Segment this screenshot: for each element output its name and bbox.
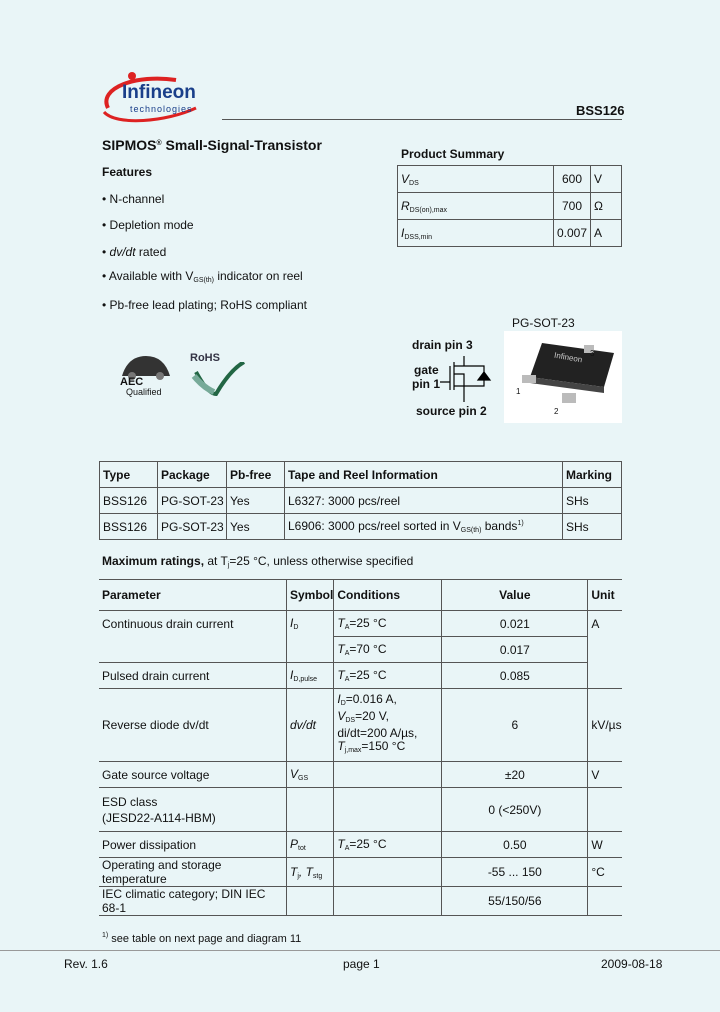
table-row: $I_{DSS,min}$ 0.007 A bbox=[398, 220, 622, 247]
pin1-label: pin 1 bbox=[412, 377, 441, 391]
table-row: $V_{DS}$ 600 V bbox=[398, 166, 622, 193]
logo-brand: Infineon bbox=[122, 82, 196, 103]
table-row: Pulsed drain current $I_{D,pulse}$ $T_A=25$ °C 0.085 bbox=[99, 663, 622, 689]
table-row: $T_A=70$ °C 0.017 bbox=[99, 637, 622, 663]
rohs-badge bbox=[190, 352, 246, 398]
aec-label: AEC bbox=[120, 376, 144, 388]
max-ratings-heading: Maximum ratings, at $T_j=25$ °C, unless otherwise specified bbox=[102, 554, 414, 569]
rohs-label: RoHS bbox=[190, 352, 220, 364]
header-rule bbox=[222, 119, 622, 120]
pin-1-marker: 1 bbox=[516, 387, 521, 396]
table-header-row: Type Package Pb-free Tape and Reel Information Marking bbox=[100, 462, 622, 488]
footnote: $^{1)}$ see table on next page and diagram 11 bbox=[102, 932, 302, 945]
feature-item: • N-channel bbox=[102, 192, 165, 206]
summary-heading: Product Summary bbox=[401, 147, 505, 161]
table-row: IEC climatic category; DIN IEC 68-1 55/150/56 bbox=[99, 887, 622, 916]
sot23-chip-icon bbox=[504, 331, 622, 423]
feature-item: • Depletion mode bbox=[102, 218, 194, 232]
infineon-logo bbox=[96, 68, 206, 126]
source-label: source pin 2 bbox=[416, 404, 487, 418]
table-row: BSS126 PG-SOT-23 Yes L6327: 3000 pcs/reel SHs bbox=[100, 488, 622, 514]
ordering-table bbox=[99, 461, 622, 540]
package-label: PG-SOT-23 bbox=[512, 316, 575, 330]
table-row: Reverse diode dv/dt dv/dt $I_D=0.016$ A, $V_{DS}=20$ V, di/dt=200 A/µs, $T_{j,max}=150$ °C 6 kV/µs bbox=[99, 689, 622, 762]
footer-page: page 1 bbox=[343, 957, 380, 971]
title-reg: ® bbox=[156, 140, 162, 147]
table-row: $R_{DS(on),max}$ 700 Ω bbox=[398, 193, 622, 220]
feature-item: • Pb-free lead plating; RoHS compliant bbox=[102, 298, 307, 312]
feature-item: • dv/dt rated bbox=[102, 245, 167, 259]
footer-rev: Rev. 1.6 bbox=[64, 957, 108, 971]
pinout-symbol bbox=[410, 336, 502, 422]
footer-rule bbox=[0, 950, 720, 951]
footer-date: 2009-08-18 bbox=[601, 957, 663, 971]
package-image bbox=[504, 331, 622, 423]
table-header-row: Parameter Symbol Conditions Value Unit bbox=[99, 580, 622, 611]
title-main: SIPMOS bbox=[102, 137, 157, 153]
logo-sub: technologies bbox=[130, 104, 193, 114]
table-row: Operating and storage temperature $T_j$, $T_{stg}$ -55 ... 150 °C bbox=[99, 858, 622, 887]
table-row: Continuous drain current $I_D$ $T_A=25$ °C 0.021 A bbox=[99, 611, 622, 637]
mosfet-symbol-icon bbox=[440, 352, 496, 406]
features-heading: Features bbox=[102, 165, 153, 179]
table-row: Power dissipation $P_{tot}$ $T_A=25$ °C 0.50 W bbox=[99, 832, 622, 858]
aec-badge bbox=[118, 350, 174, 398]
aec-qualified: Qualified bbox=[126, 387, 162, 397]
ratings-table bbox=[99, 579, 622, 916]
pin-3-marker: 3 bbox=[590, 349, 595, 358]
drain-label: drain pin 3 bbox=[412, 338, 473, 352]
pin-2-marker: 2 bbox=[554, 407, 559, 416]
rohs-check-icon bbox=[190, 362, 246, 396]
summary-table bbox=[397, 165, 622, 247]
title-rest: Small-Signal-Transistor bbox=[161, 137, 322, 153]
part-number: BSS126 bbox=[576, 103, 625, 118]
page-title bbox=[102, 137, 322, 153]
chip-text: Infineon bbox=[553, 350, 584, 365]
table-row: Gate source voltage $V_{GS}$ ±20 V bbox=[99, 762, 622, 788]
table-row: ESD class (JESD22-A114-HBM) 0 (<250V) bbox=[99, 788, 622, 832]
feature-item: • Available with $V_{GS(th)}$ indicator on reel bbox=[102, 269, 303, 284]
gate-label: gate bbox=[414, 363, 439, 377]
table-row: BSS126 PG-SOT-23 Yes L6906: 3000 pcs/reel sorted in $V_{GS(th)}$ bands$^{1)}$ SHs bbox=[100, 514, 622, 540]
